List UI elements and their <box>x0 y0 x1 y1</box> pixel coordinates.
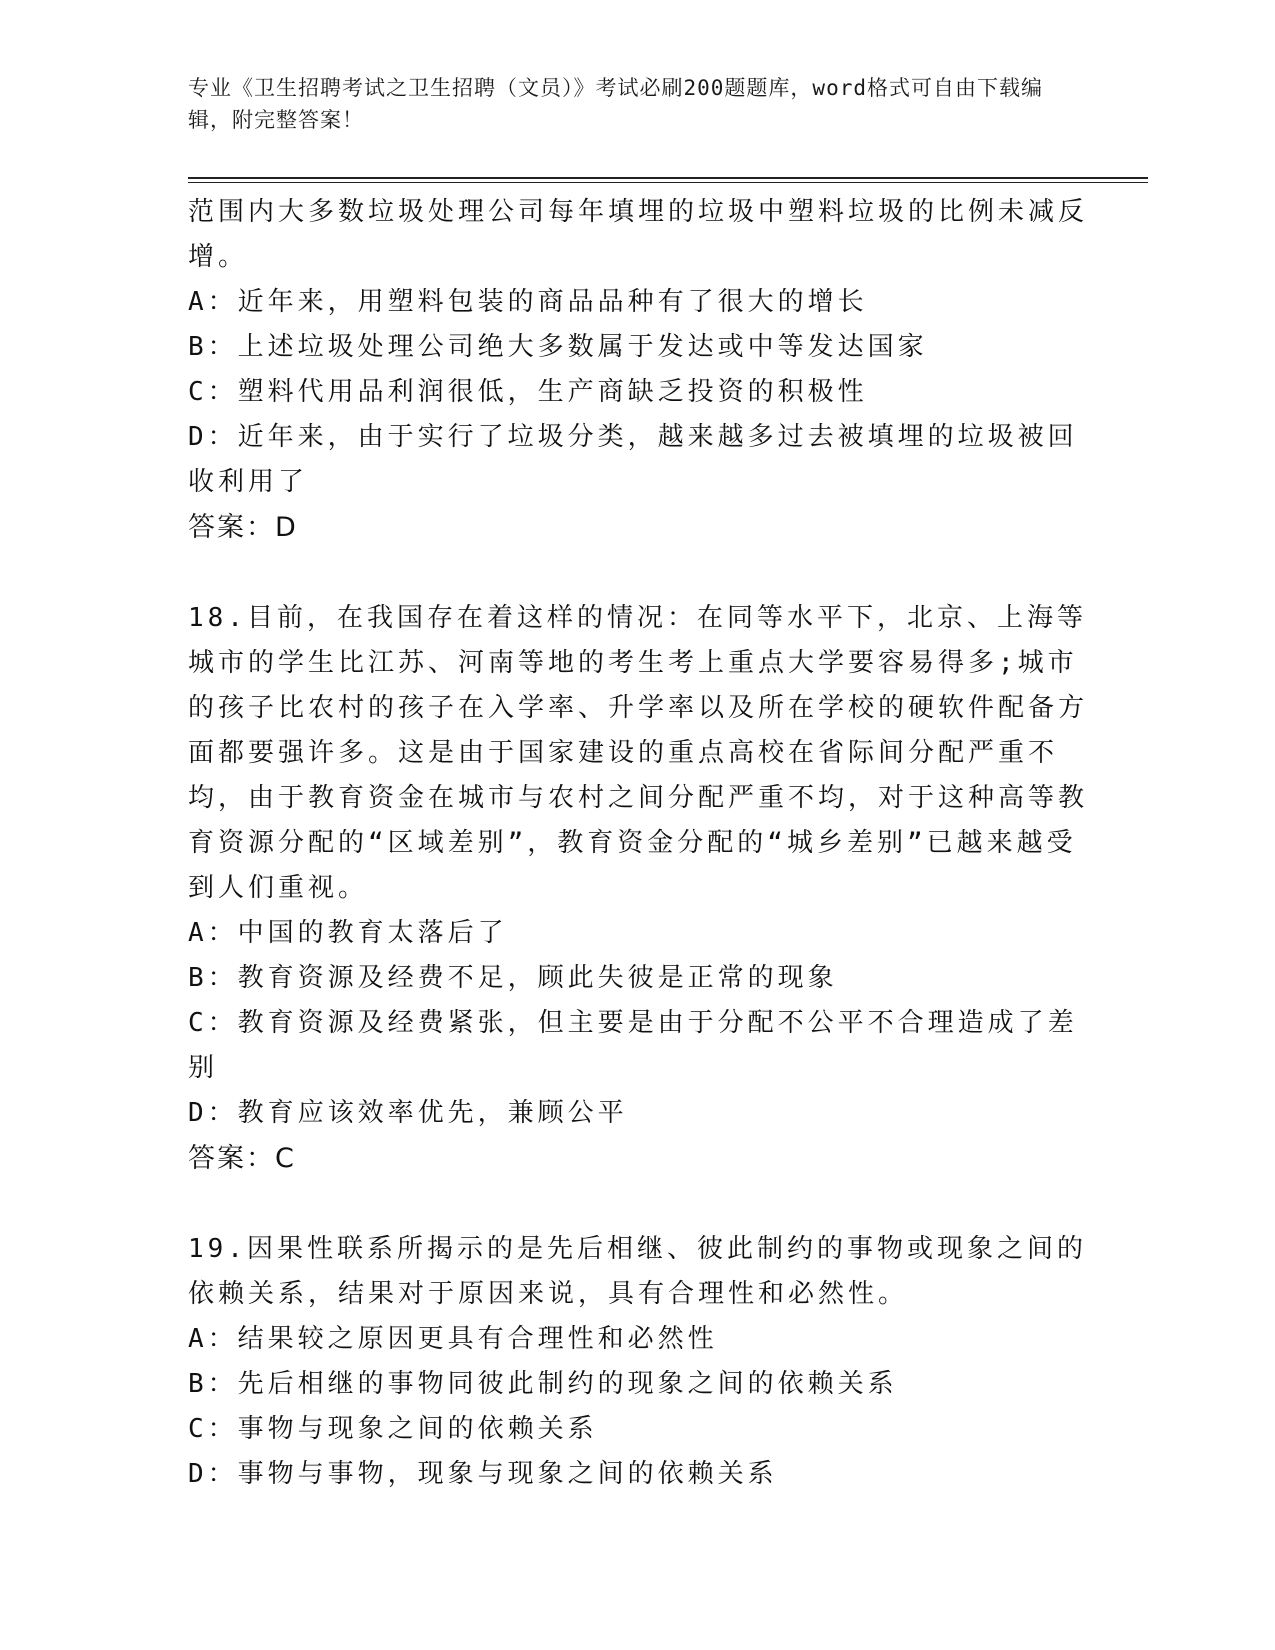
question-stem: 范围内大多数垃圾处理公司每年填埋的垃圾中塑料垃圾的比例未减反增。 <box>188 197 1089 272</box>
question-stem: 18.目前，在我国存在着这样的情况：在同等水平下，北京、上海等城市的学生比江苏、河南等地的考生考上重点大学要容易得多;城市的孩子比农村的孩子在入学率、升学率以及所在学校的硬软件配备方面都要强许多。这是由于国家建设的重点高校在省际间分配严重不均，由于教育资金在城市与农村之间分配严重不均，对于这种高等教育资源分配的“区域差别”，教育资金分配的“城乡差别”已越来越受到人们重视。 <box>188 603 1089 903</box>
option-d: D：教育应该效率优先，兼顾公平 <box>188 1098 628 1128</box>
question-17 <box>188 190 1088 551</box>
header-divider-thick <box>188 177 1148 179</box>
option-d: D：近年来，由于实行了垃圾分类，越来越多过去被填埋的垃圾被回收利用了 <box>188 422 1078 497</box>
answer-label: 答案：D <box>188 512 298 543</box>
option-b: B：先后相继的事物同彼此制约的现象之间的依赖关系 <box>188 1369 898 1399</box>
option-c: C：塑料代用品利润很低，生产商缺乏投资的积极性 <box>188 377 868 407</box>
question-body <box>188 190 1088 1497</box>
question-18 <box>188 596 1088 1182</box>
question-stem: 19.因果性联系所揭示的是先后相继、彼此制约的事物或现象之间的依赖关系，结果对于原因来说，具有合理性和必然性。 <box>188 1234 1087 1309</box>
header-divider-thin <box>188 182 1148 183</box>
page-header: 专业《卫生招聘考试之卫生招聘（文员）》考试必刷200题题库，word格式可自由下载编辑，附完整答案！ <box>188 76 1043 132</box>
option-c: C：教育资源及经费紧张，但主要是由于分配不公平不合理造成了差别 <box>188 1008 1078 1083</box>
option-a: A：近年来，用塑料包装的商品品种有了很大的增长 <box>188 287 868 317</box>
answer-label: 答案：C <box>188 1143 296 1174</box>
question-19 <box>188 1227 1088 1497</box>
option-a: A：结果较之原因更具有合理性和必然性 <box>188 1324 718 1354</box>
option-c: C：事物与现象之间的依赖关系 <box>188 1414 598 1444</box>
option-d: D：事物与事物，现象与现象之间的依赖关系 <box>188 1459 778 1489</box>
option-b: B：教育资源及经费不足，顾此失彼是正常的现象 <box>188 963 838 993</box>
option-a: A：中国的教育太落后了 <box>188 918 508 948</box>
spacer <box>188 1182 1088 1227</box>
spacer <box>188 551 1088 596</box>
option-b: B：上述垃圾处理公司绝大多数属于发达或中等发达国家 <box>188 332 928 362</box>
